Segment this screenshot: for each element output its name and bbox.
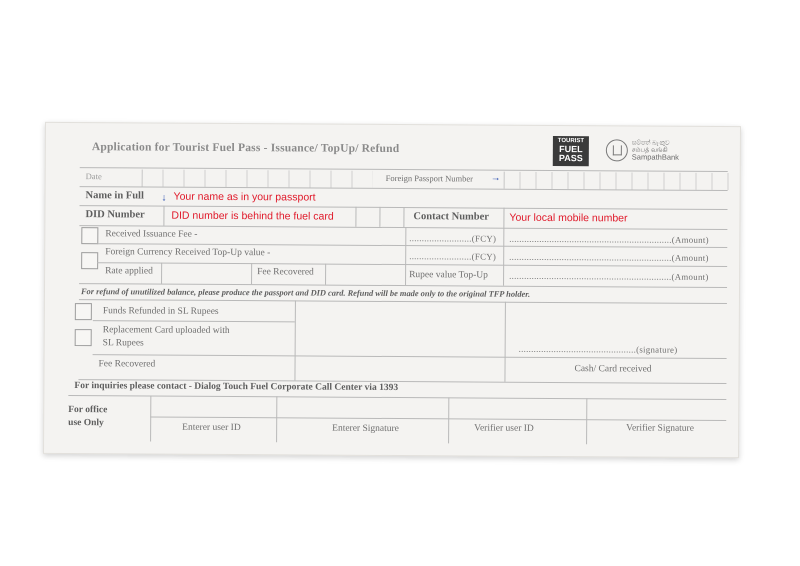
passport-number-field[interactable] <box>504 172 729 190</box>
name-label: Name in Full <box>85 190 144 202</box>
pen-mark-icon: → <box>490 172 501 184</box>
fee-recovered-label: Fee Recovered <box>257 267 314 278</box>
name-handwritten-hint[interactable]: Your name as in your passport <box>173 190 316 204</box>
bank-emblem-icon <box>606 139 628 161</box>
signature-field[interactable]: ...............................................(signature) <box>518 343 678 355</box>
office-label-2: use Only <box>68 418 104 429</box>
bank-logo-text: සම්පත් බැංකුව சம்பத் வங்கி SampathBank <box>631 139 679 162</box>
fee-recovered-label-2: Fee Recovered <box>98 359 156 370</box>
amount-field-2[interactable]: .................................................................(Amount) <box>509 251 709 263</box>
contact-handwritten-hint[interactable]: Your local mobile number <box>509 211 628 225</box>
amount-field-3[interactable]: .................................................................(Amount) <box>509 270 709 282</box>
replacement-label-2: SL Rupees <box>102 338 144 349</box>
passport-label: Foreign Passport Number <box>385 172 474 184</box>
form-title: Application for Tourist Fuel Pass - Issuance/ TopUp/ Refund <box>91 141 400 156</box>
replacement-card-checkbox[interactable] <box>75 329 92 346</box>
contact-label: Contact Number <box>413 211 490 223</box>
fcy-field-1[interactable]: .........................(FCY) <box>409 233 497 244</box>
enterer-id-label: Enterer user ID <box>182 422 241 434</box>
date-field[interactable] <box>142 169 373 187</box>
fcy-field-2[interactable]: .........................(FCY) <box>409 251 497 262</box>
fuel-pass-application-card <box>43 122 741 458</box>
rupee-topup-label: Rupee value Top-Up <box>409 270 488 281</box>
pen-mark-icon: ↓ <box>161 192 167 204</box>
cash-card-label: Cash/ Card received <box>574 364 652 375</box>
replacement-label-1: Replacement Card uploaded with <box>102 325 230 337</box>
rate-applied-label: Rate applied <box>105 266 153 277</box>
office-label-1: For office <box>68 405 108 416</box>
fcy-topup-label: Foreign Currency Received Top-Up value - <box>105 247 271 259</box>
issuance-fee-checkbox[interactable] <box>81 227 98 244</box>
inquiries-text: For inquiries please contact - Dialog Touch Fuel Corporate Call Center via 1393 <box>74 381 399 394</box>
funds-refunded-label: Funds Refunded in SL Rupees <box>102 306 219 317</box>
refund-note: For refund of unutilized balance, please produce the passport and DID card. Refund will be made only to the original TFP holder. <box>80 287 531 299</box>
did-label: DID Number <box>85 209 145 221</box>
tourist-fuel-pass-logo: TOURIST FUEL PASS <box>553 136 589 166</box>
amount-field-1[interactable]: .................................................................(Amount) <box>509 233 709 245</box>
issuance-fee-label: Received Issuance Fee - <box>105 229 198 240</box>
did-handwritten-hint[interactable]: DID number is behind the fuel card <box>171 209 334 223</box>
funds-refunded-checkbox[interactable] <box>75 303 92 320</box>
verifier-id-label: Verifier user ID <box>474 423 534 434</box>
verifier-signature-label: Verifier Signature <box>626 423 694 434</box>
fcy-topup-checkbox[interactable] <box>81 252 98 269</box>
enterer-signature-label: Enterer Signature <box>332 423 399 435</box>
date-label: Date <box>85 171 102 182</box>
